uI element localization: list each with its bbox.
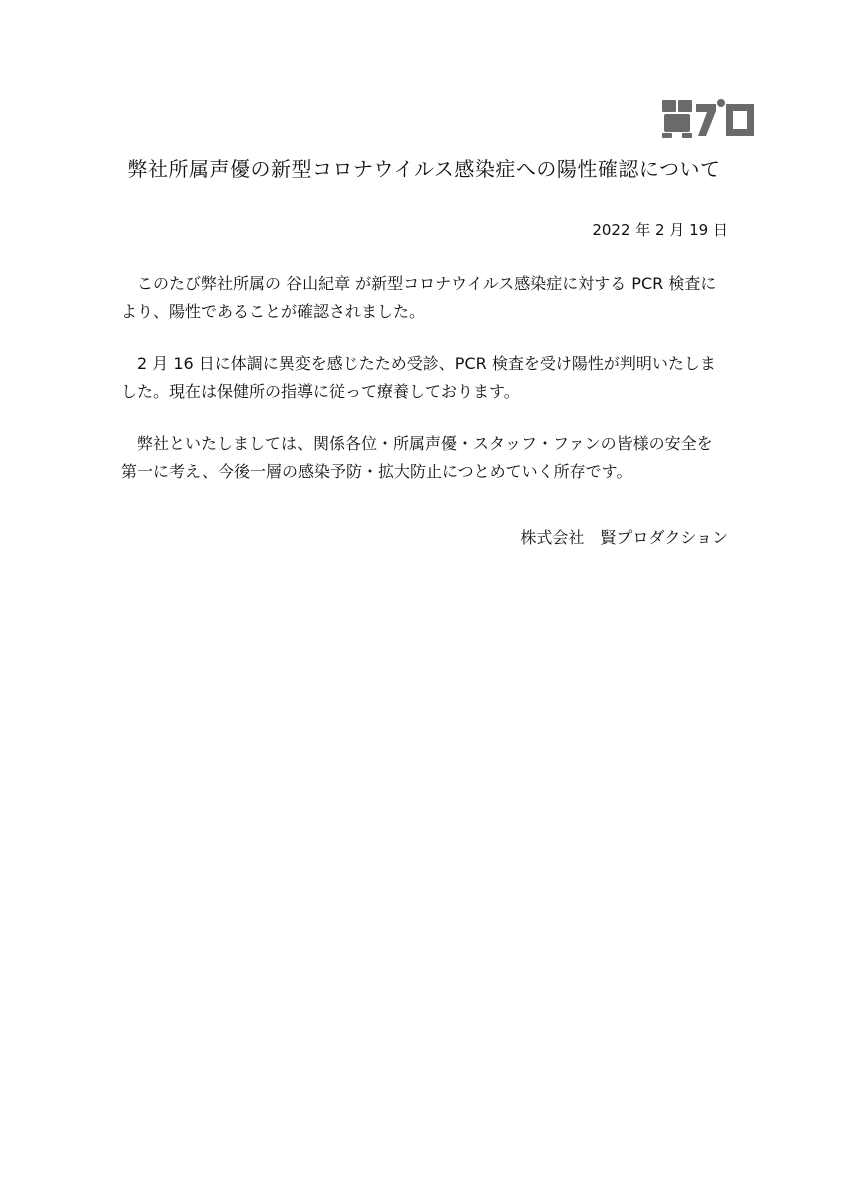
paragraph: このたび弊社所属の 谷山紀章 が新型コロナウイルス感染症に対する PCR 検査により、陽性であることが確認されました。	[121, 274, 717, 321]
announcement-body	[121, 270, 728, 510]
page-title: 弊社所属声優の新型コロナウイルス感染症への陽性確認について	[127, 157, 721, 181]
document-date: 2022 年 2 月 19 日	[592, 221, 728, 239]
company-signature: 株式会社 賢プロダクション	[520, 528, 728, 547]
kenpro-logo-icon	[660, 96, 756, 140]
paragraph: 2 月 16 日に体調に異変を感じたため受診、PCR 検査を受け陽性が判明いたしました。現在は保健所の指導に従って療養しております。	[121, 354, 716, 401]
paragraph: 弊社といたしましては、関係各位・所属声優・スタッフ・ファンの皆様の安全を第一に考え、今後一層の感染予防・拡大防止につとめていく所存です。	[121, 434, 713, 481]
